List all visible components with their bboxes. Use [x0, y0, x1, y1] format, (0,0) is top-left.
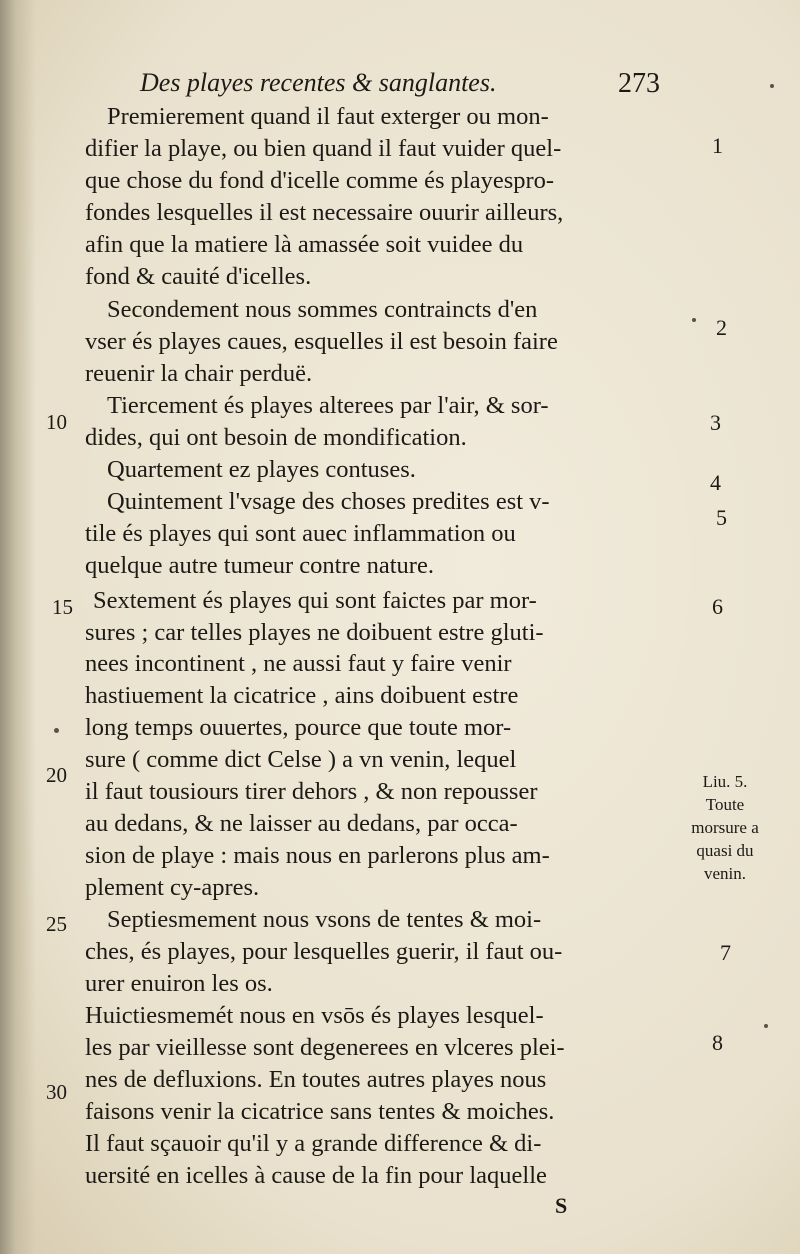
- side-note: [660, 770, 790, 885]
- text-line: sure ( comme dict Celse ) a vn venin, lequel: [85, 746, 517, 773]
- ink-fleck: [770, 84, 774, 88]
- text-line: Sextement és playes qui sont faictes par mor-: [93, 587, 537, 614]
- text-line: vser és playes caues, esquelles il est besoin faire: [85, 328, 558, 355]
- text-line: hastiuement la cicatrice , ains doibuent estre: [85, 682, 519, 709]
- text-line: reuenir la chair perduë.: [85, 360, 313, 387]
- text-line: Quartement ez playes contuses.: [107, 456, 416, 483]
- text-line: Secondement nous sommes contraincts d'en: [107, 296, 538, 323]
- text-line: Tiercement és playes alterees par l'air, & sor-: [107, 392, 549, 419]
- page-gutter: [0, 0, 36, 1254]
- text-line: faisons venir la cicatrice sans tentes & moiches.: [85, 1098, 555, 1125]
- text-line: afin que la matiere là amassée soit vuidee du: [85, 231, 524, 258]
- text-line: urer enuiron les os.: [85, 970, 273, 997]
- margin-number: 2: [716, 315, 727, 340]
- text-line: dides, qui ont besoin de mondification.: [85, 424, 467, 451]
- margin-number: 8: [712, 1030, 723, 1055]
- line-number: 10: [46, 410, 67, 434]
- text-line: Septiesmement nous vsons de tentes & moi-: [107, 906, 542, 933]
- text-line: plement cy-apres.: [85, 874, 260, 901]
- text-line: fondes lesquelles il est necessaire ouurir ailleurs,: [85, 199, 564, 226]
- text-line: Il faut sçauoir qu'il y a grande difference & di-: [85, 1130, 542, 1157]
- side-note-line: morsure a: [691, 818, 759, 837]
- text-line: long temps ouuertes, pource que toute mor-: [85, 714, 512, 741]
- text-line: uersité en icelles à cause de la fin pour laquelle: [85, 1162, 547, 1189]
- text-line: difier la playe, ou bien quand il faut vuider quel-: [85, 135, 562, 162]
- ink-fleck: [54, 728, 59, 733]
- text-line: Premierement quand il faut exterger ou mon-: [107, 103, 549, 130]
- text-line: fond & cauité d'icelles.: [85, 263, 312, 290]
- text-line: Quintement l'vsage des choses predites est v-: [107, 488, 550, 515]
- ink-fleck: [764, 1024, 768, 1028]
- line-number: 15: [52, 595, 73, 619]
- text-line: sures ; car telles playes ne doibuent estre gluti-: [85, 619, 544, 646]
- side-note-line: quasi du: [696, 841, 754, 860]
- side-note-line: Liu. 5.: [702, 772, 748, 791]
- signature-mark: S: [555, 1193, 568, 1218]
- text-line: tile és playes qui sont auec inflammation ou: [85, 520, 516, 547]
- text-line: les par vieillesse sont degenerees en vlceres plei-: [85, 1034, 565, 1061]
- side-note-line: venin.: [703, 864, 747, 883]
- running-head: [140, 64, 660, 104]
- line-number: 25: [46, 912, 67, 936]
- text-line: que chose du fond d'icelle comme és playespro-: [85, 167, 555, 194]
- margin-number: 3: [710, 410, 721, 435]
- text-line: quelque autre tumeur contre nature.: [85, 552, 434, 579]
- margin-number: 6: [712, 594, 723, 619]
- running-title: Des playes recentes & sanglantes.: [140, 68, 497, 97]
- text-line: Huictiesmemét nous en vsōs és playes lesquel-: [85, 1002, 544, 1029]
- text-line: au dedans, & ne laisser au dedans, par occa-: [85, 810, 518, 837]
- text-line: il faut tousiours tirer dehors , & non repousser: [85, 778, 538, 805]
- margin-number: 5: [716, 505, 727, 530]
- margin-number: 1: [712, 133, 723, 158]
- text-line: nes de defluxions. En toutes autres playes nous: [85, 1066, 547, 1093]
- margin-number: 4: [710, 470, 721, 495]
- page-number: 273: [618, 68, 660, 99]
- ink-fleck: [692, 318, 696, 322]
- line-number: 30: [46, 1080, 67, 1104]
- text-line: nees incontinent , ne aussi faut y faire venir: [85, 650, 512, 677]
- line-number: 20: [46, 763, 67, 787]
- text-line: ches, és playes, pour lesquelles guerir, il faut ou-: [85, 938, 563, 965]
- side-note-line: Toute: [705, 795, 745, 814]
- text-line: sion de playe : mais nous en parlerons plus am-: [85, 842, 550, 869]
- margin-number: 7: [720, 940, 731, 965]
